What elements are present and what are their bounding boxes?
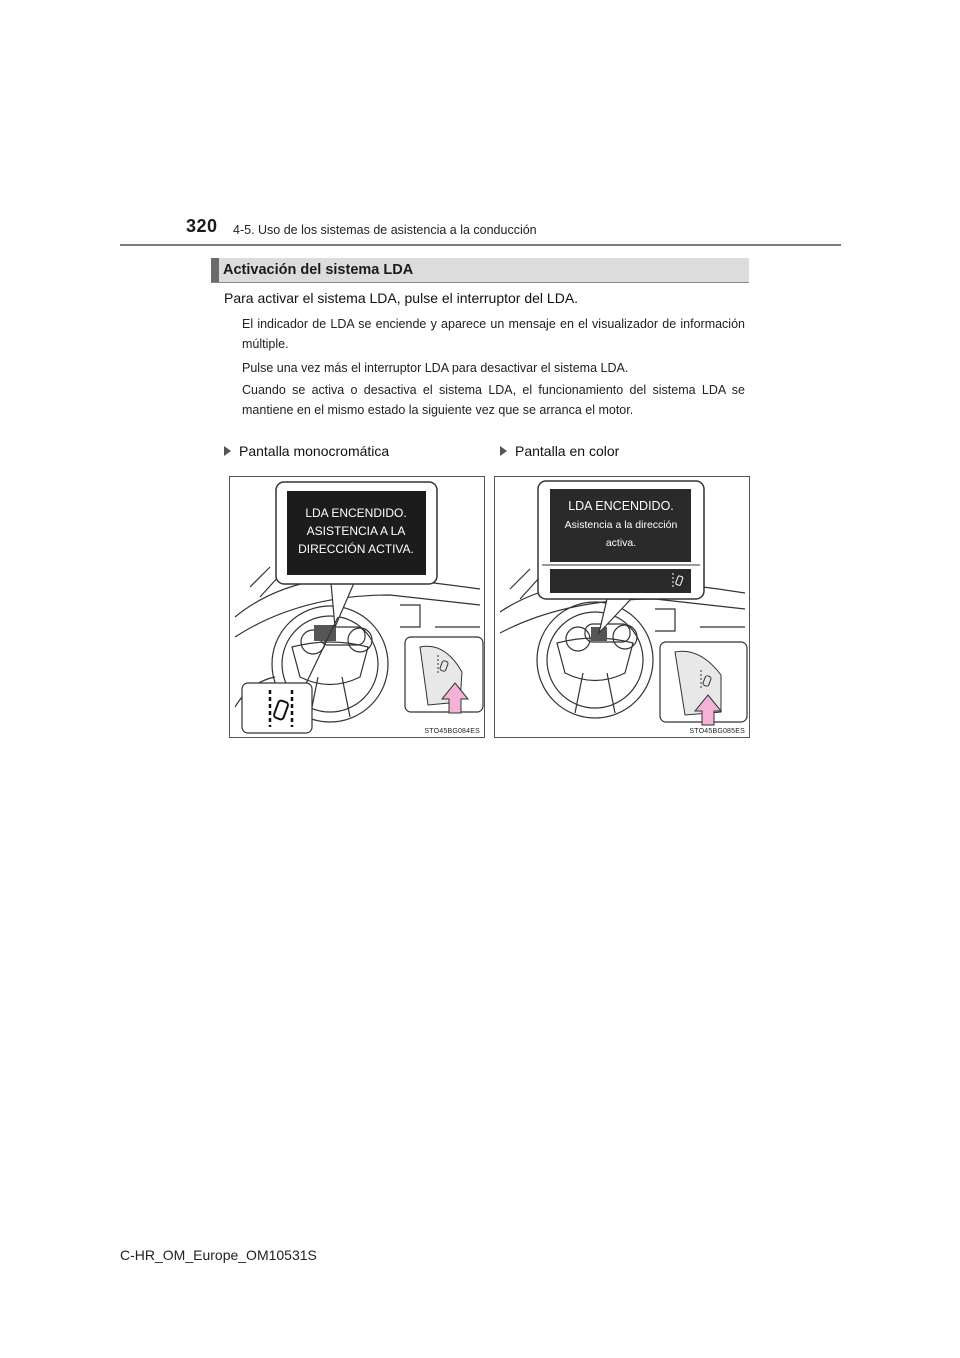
color-screen-line-3: activa. <box>605 537 637 549</box>
figure-heading-mono <box>224 443 389 459</box>
section-header: 4-5. Uso de los sistemas de asistencia a la conducción <box>233 223 537 237</box>
color-screen-line-2: Asistencia a la dirección <box>564 519 678 531</box>
paragraph-deactivate: Pulse una vez más el interruptor LDA para desactivar el sistema LDA. <box>242 361 629 375</box>
mono-screen-line-2: ASISTENCIA A LA <box>306 524 406 538</box>
color-screen-line-1: LDA ENCENDIDO. <box>568 499 674 513</box>
dashboard-illustration-color <box>495 477 749 737</box>
figure-heading-color <box>500 443 619 459</box>
main-instruction: Para activar el sistema LDA, pulse el interruptor del LDA. <box>224 290 579 306</box>
header-rule <box>120 244 841 246</box>
mono-screen-line-1: LDA ENCENDIDO. <box>305 506 407 520</box>
paragraph-indicator: El indicador de LDA se enciende y aparece un mensaje en el visualizador de información múltiple. <box>242 317 745 351</box>
figure-color <box>494 476 750 738</box>
topic-underline <box>211 282 749 283</box>
figure-heading-color-label: Pantalla en color <box>515 443 620 459</box>
figure-heading-mono-label: Pantalla monocromática <box>239 443 390 459</box>
color-status-bar <box>550 569 691 593</box>
page-number: 320 <box>186 216 218 236</box>
footer-document-code: C-HR_OM_Europe_OM10531S <box>120 1247 317 1263</box>
paragraph-memory: Cuando se activa o desactiva el sistema LDA, el funcionamiento del sistema LDA se mantiene en el mismo estado la siguiente vez que se arranca el motor. <box>242 383 745 417</box>
figure-code-mono: STO45BG084ES <box>424 728 480 735</box>
bullet-triangle-icon <box>500 446 507 456</box>
mono-screen-line-3: DIRECCIÓN ACTIVA. <box>298 542 414 556</box>
figure-code-color: STO45BG085ES <box>689 728 745 735</box>
dashboard-illustration-mono <box>230 477 484 737</box>
topic-title: Activación del sistema LDA <box>223 262 414 278</box>
figure-monochrome <box>229 476 485 738</box>
bullet-triangle-icon <box>224 446 231 456</box>
